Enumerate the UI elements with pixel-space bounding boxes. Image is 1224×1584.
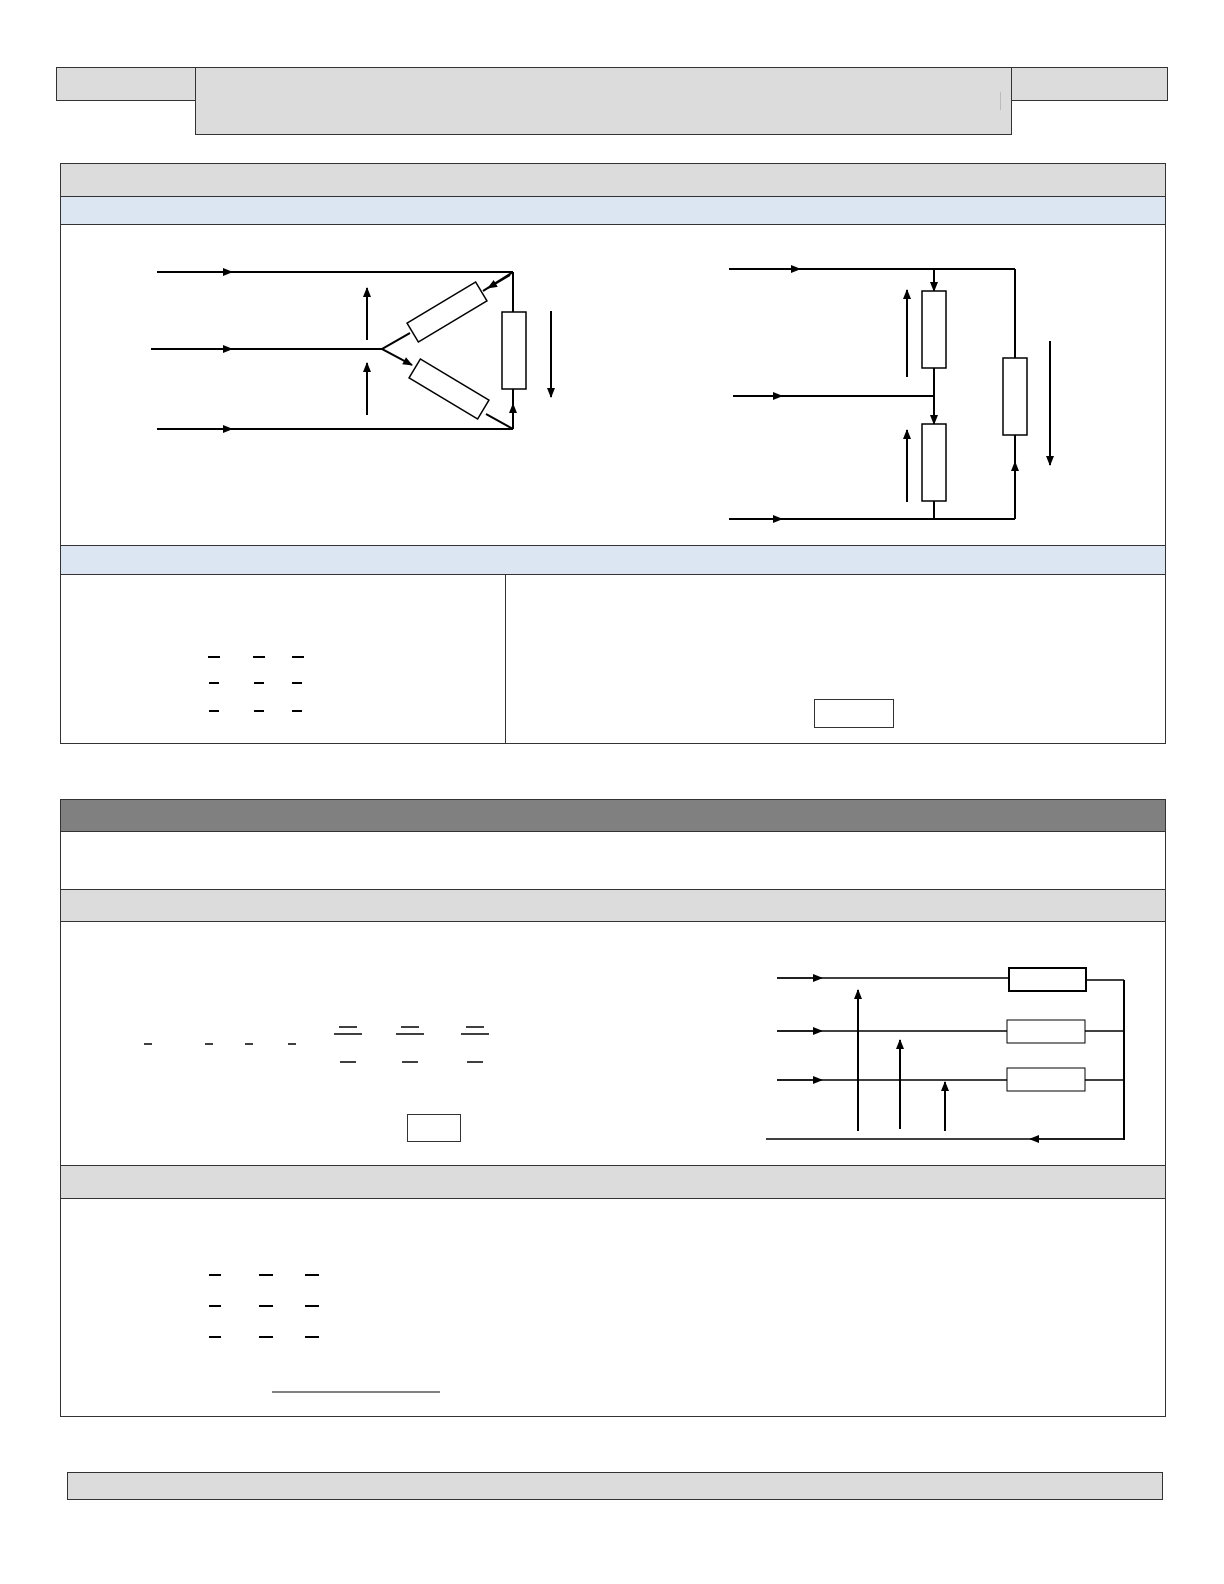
star-upper-branch <box>382 333 410 349</box>
delta-circuit-diagram <box>729 269 1050 519</box>
section1-boxed-result <box>814 699 894 728</box>
delta-resistor-bottom <box>922 424 946 501</box>
star-resistor-upper <box>407 282 487 342</box>
star-lower-branch <box>382 349 412 365</box>
section1-column-divider <box>505 575 506 744</box>
star-lower-to-bottom <box>486 414 513 429</box>
footer-bar <box>67 1472 1163 1500</box>
section2-sub2-bar <box>60 1165 1166 1199</box>
section2-title-bar <box>60 799 1166 832</box>
star-current-arrow-top <box>488 275 510 288</box>
star-resistor-right <box>502 312 526 389</box>
star-resistor-lower <box>409 359 489 419</box>
delta-resistor-right <box>1003 358 1027 435</box>
section2-sub1-bar <box>60 889 1166 922</box>
section1-subtitle-bar-bottom <box>60 545 1166 575</box>
delta-resistor-top <box>922 291 946 368</box>
section1-formula-marks <box>208 657 304 711</box>
section2-boxed-result <box>407 1114 461 1142</box>
